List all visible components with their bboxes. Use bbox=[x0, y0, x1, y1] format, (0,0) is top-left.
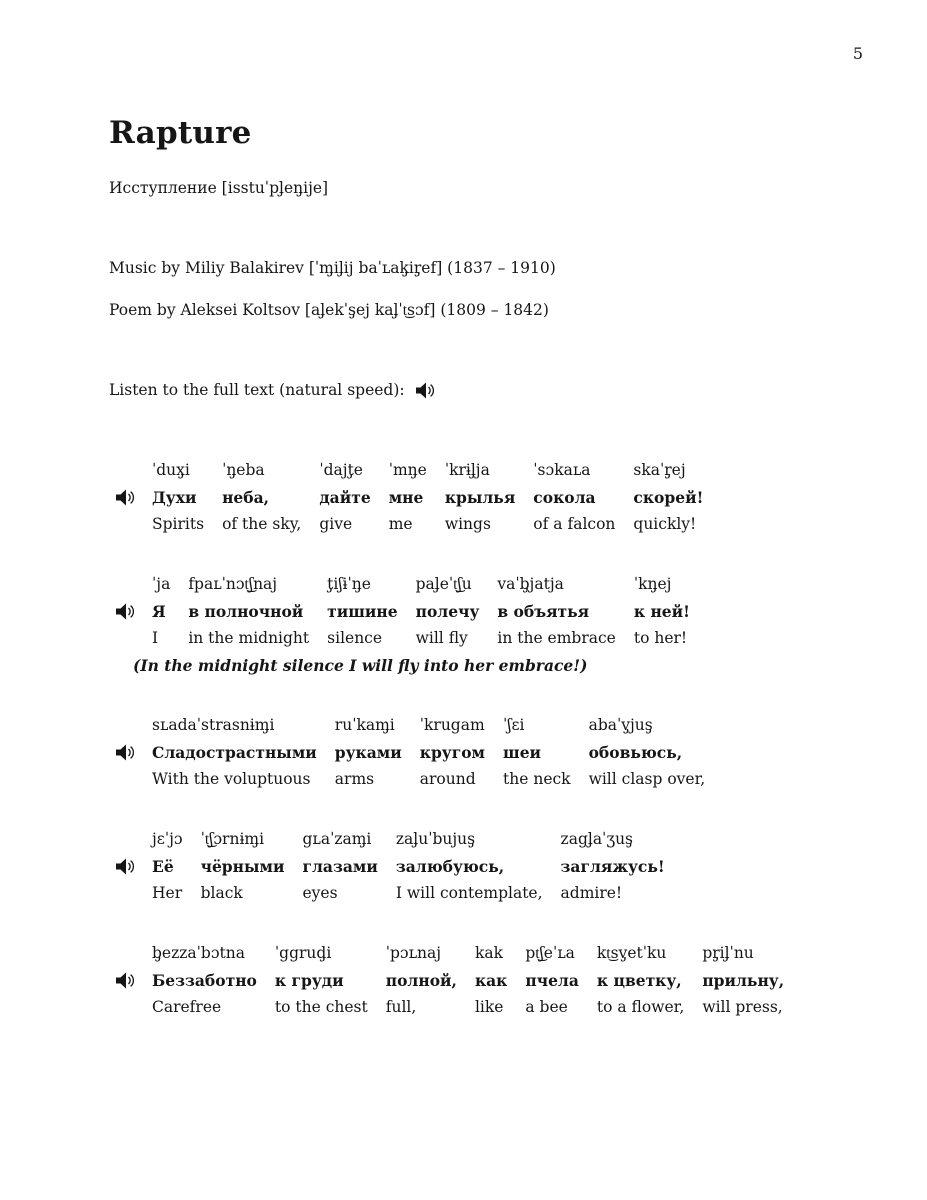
verse-3-en-row bbox=[152, 766, 723, 793]
verse-5-word-grid bbox=[152, 940, 802, 1021]
verse-2-word-grid bbox=[152, 571, 708, 652]
verse-3-word-1-ru: Сладострастными bbox=[152, 743, 317, 762]
verse-1-word-7-ru: скорей! bbox=[633, 488, 704, 507]
verse-block-5 bbox=[109, 940, 869, 1021]
verse-2-word-1-en: I bbox=[152, 629, 159, 647]
verse-1-word-6-ipa: ˈsɔkaʟa bbox=[533, 461, 591, 479]
verse-5-ru-row bbox=[152, 967, 802, 994]
verse-4-en-row bbox=[152, 880, 683, 907]
verse-block-1 bbox=[109, 457, 869, 538]
verse-1-word-7-en: quickly! bbox=[633, 515, 697, 533]
page-title: Rapture bbox=[109, 115, 252, 151]
page-number: 5 bbox=[852, 44, 863, 63]
verse-2-word-5-ipa: vaˈb̡jatja bbox=[497, 575, 564, 593]
verse-2-word-2-ru: в полночной bbox=[188, 602, 304, 621]
verse-3-ipa-row bbox=[152, 712, 723, 739]
verse-5-word-1-en: Carefree bbox=[152, 998, 222, 1016]
verse-2-word-4-ipa: pal̡eˈt͜ʃu bbox=[415, 575, 472, 593]
verse-5-word-2-ru: к груди bbox=[274, 971, 344, 990]
speaker-icon[interactable] bbox=[116, 603, 136, 620]
verse-5-word-1-ipa: b̡ezzaˈbɔtna bbox=[152, 944, 245, 962]
verse-1-word-grid bbox=[152, 457, 721, 538]
verse-4-word-3-ipa: gʟaˈzam̡i bbox=[302, 830, 372, 848]
verse-block-4 bbox=[109, 826, 869, 907]
verse-2-word-1-ru: Я bbox=[152, 602, 166, 621]
verse-1-word-3-en: give bbox=[319, 515, 353, 533]
verse-5-word-2-en: to the chest bbox=[274, 998, 368, 1016]
verse-3-word-3-en: around bbox=[419, 770, 476, 788]
verse-block-2 bbox=[109, 571, 869, 679]
verse-1-ru-row bbox=[152, 484, 721, 511]
verse-3-word-5-ipa: abaˈv̡jus̡ bbox=[588, 716, 653, 734]
verse-4-word-1-ru: Её bbox=[152, 857, 174, 876]
verse-4-word-3-ru: глазами bbox=[302, 857, 378, 876]
verse-4-word-4-ipa: zal̡uˈbujus̡ bbox=[395, 830, 476, 848]
verse-5-word-5-ru: пчела bbox=[525, 971, 579, 990]
verse-1-word-4-ipa: ˈmn̡e bbox=[388, 461, 427, 479]
verse-4-word-grid bbox=[152, 826, 683, 907]
verse-3-word-2-ipa: ruˈkam̡i bbox=[334, 716, 395, 734]
verse-1-word-5-ipa: ˈkrɨl̡ja bbox=[444, 461, 490, 479]
verse-4-word-1-en: Her bbox=[152, 884, 183, 902]
verse-3-word-3-ru: кругом bbox=[419, 743, 486, 762]
verse-5-word-7-ipa: pr̡il̡ˈnu bbox=[702, 944, 754, 962]
verse-4-ipa-row bbox=[152, 826, 683, 853]
verse-5-word-6-ru: к цветку, bbox=[596, 971, 682, 990]
verse-1-word-2-ru: неба, bbox=[222, 488, 270, 507]
verse-2-ru-row bbox=[152, 598, 708, 625]
verse-5-word-4-en: like bbox=[474, 998, 504, 1016]
verse-5-word-4-ru: как bbox=[474, 971, 508, 990]
verse-3-word-4-en: the neck bbox=[503, 770, 571, 788]
verse-1-word-2-ipa: ˈn̡eba bbox=[222, 461, 265, 479]
verse-2-word-6-ipa: ˈkn̡ej bbox=[633, 575, 672, 593]
page-content bbox=[109, 0, 869, 1054]
verse-3-word-5-en: will clasp over, bbox=[588, 770, 706, 788]
verse-5-word-5-en: a bee bbox=[525, 998, 568, 1016]
verse-1-en-row bbox=[152, 511, 721, 538]
verse-3-word-2-ru: руками bbox=[334, 743, 402, 762]
speaker-icon[interactable] bbox=[116, 744, 136, 761]
verse-4-word-2-en: black bbox=[200, 884, 243, 902]
verse-1-word-6-en: of a falcon bbox=[533, 515, 616, 533]
speaker-icon[interactable] bbox=[116, 858, 136, 875]
verse-1-word-5-ru: крылья bbox=[444, 488, 516, 507]
speaker-icon[interactable] bbox=[416, 382, 436, 399]
verse-1-word-1-en: Spirits bbox=[152, 515, 205, 533]
verse-1-word-1-ipa: ˈdux̡i bbox=[152, 461, 190, 479]
verse-5-word-1-ru: Беззаботно bbox=[152, 971, 257, 990]
verse-2-word-3-ipa: t̡iʃɨˈn̡e bbox=[327, 575, 371, 593]
verse-3-word-1-en: With the voluptuous bbox=[152, 770, 311, 788]
verse-1-word-6-ru: сокола bbox=[533, 488, 596, 507]
verse-4-word-2-ru: чёрными bbox=[200, 857, 285, 876]
composer-credit: Music by Miliy Balakirev [ˈm̡il̡ij baˈʟak̡ir̡ef] (1837 – 1910) bbox=[109, 259, 556, 277]
poet-credit: Poem by Aleksei Koltsov [al̡ekˈs̡ej kal̡ˈt͜sɔf] (1809 – 1842) bbox=[109, 301, 549, 319]
verse-3-word-4-ipa: ˈʃɛi bbox=[503, 716, 525, 734]
verse-2-word-6-ru: к ней! bbox=[633, 602, 690, 621]
verse-3-ru-row bbox=[152, 739, 723, 766]
verse-5-word-7-en: will press, bbox=[702, 998, 783, 1016]
verse-5-word-2-ipa: ˈggrud̡i bbox=[274, 944, 332, 962]
verse-4-word-3-en: eyes bbox=[302, 884, 338, 902]
verse-5-word-3-ipa: ˈpɔʟnaj bbox=[385, 944, 442, 962]
verse-5-word-7-ru: прильну, bbox=[702, 971, 785, 990]
verse-2-word-4-ru: полечу bbox=[415, 602, 480, 621]
verse-2-literal-translation-note: (In the midnight silence I will fly into her embrace!) bbox=[133, 656, 588, 675]
verse-4-word-4-en: I will contemplate, bbox=[395, 884, 543, 902]
verse-5-word-3-en: full, bbox=[385, 998, 417, 1016]
verse-2-word-3-ru: тишине bbox=[327, 602, 398, 621]
verse-block-3 bbox=[109, 712, 869, 793]
verse-5-word-3-ru: полной, bbox=[385, 971, 457, 990]
verse-1-word-1-ru: Духи bbox=[152, 488, 197, 507]
song-title-russian-ipa: Исступление [isstuˈpl̡en̡ije] bbox=[109, 179, 329, 197]
verse-5-word-4-ipa: kak bbox=[474, 944, 503, 962]
verse-1-word-4-ru: мне bbox=[388, 488, 424, 507]
verse-2-ipa-row bbox=[152, 571, 708, 598]
verse-5-en-row bbox=[152, 994, 802, 1021]
verse-5-word-5-ipa: pt͜ʃeˈʟa bbox=[525, 944, 575, 962]
verse-2-word-2-en: in the midnight bbox=[188, 629, 310, 647]
verse-2-word-3-en: silence bbox=[327, 629, 383, 647]
verses bbox=[109, 457, 869, 1021]
listen-full-text-line bbox=[109, 379, 869, 401]
verse-3-word-3-ipa: ˈkrugam bbox=[419, 716, 485, 734]
verse-4-word-1-ipa: jɛˈjɔ bbox=[152, 830, 183, 848]
verse-2-word-5-ru: в объятья bbox=[497, 602, 590, 621]
verse-3-word-grid bbox=[152, 712, 723, 793]
verse-3-word-1-ipa: sʟadaˈstrasnɨm̡i bbox=[152, 716, 275, 734]
verse-4-word-5-ru: загляжусь! bbox=[560, 857, 665, 876]
verse-2-word-4-en: will fly bbox=[415, 629, 468, 647]
verse-1-word-3-ru: дайте bbox=[319, 488, 371, 507]
speaker-icon[interactable] bbox=[116, 489, 136, 506]
verse-1-word-3-ipa: ˈdajt̡e bbox=[319, 461, 363, 479]
verse-2-en-row bbox=[152, 625, 708, 652]
verse-2-word-1-ipa: ˈja bbox=[152, 575, 171, 593]
verse-3-word-2-en: arms bbox=[334, 770, 375, 788]
verse-4-ru-row bbox=[152, 853, 683, 880]
verse-2-word-6-en: to her! bbox=[633, 629, 688, 647]
speaker-icon[interactable] bbox=[116, 972, 136, 989]
verse-1-word-5-en: wings bbox=[444, 515, 491, 533]
verse-3-word-4-ru: шеи bbox=[503, 743, 542, 762]
verse-5-word-6-en: to a flower, bbox=[596, 998, 685, 1016]
verse-4-word-5-ipa: zagl̡aˈʒus̡ bbox=[560, 830, 634, 848]
verse-2-word-2-ipa: fpaʟˈnɔt͜ʃnaj bbox=[188, 575, 278, 593]
verse-1-word-7-ipa: skaˈr̡ej bbox=[633, 461, 686, 479]
verse-2-word-5-en: in the embrace bbox=[497, 629, 616, 647]
verse-3-word-5-ru: обовьюсь, bbox=[588, 743, 683, 762]
verse-1-word-2-en: of the sky, bbox=[222, 515, 302, 533]
listen-label: Listen to the full text (natural speed): bbox=[109, 381, 405, 399]
verse-5-ipa-row bbox=[152, 940, 802, 967]
verse-4-word-5-en: admire! bbox=[560, 884, 623, 902]
verse-5-word-6-ipa: kt͜sv̡etˈku bbox=[596, 944, 667, 962]
verse-4-word-2-ipa: ˈt͜ʃɔrnɨm̡i bbox=[200, 830, 265, 848]
verse-1-ipa-row bbox=[152, 457, 721, 484]
verse-4-word-4-ru: залюбуюсь, bbox=[395, 857, 505, 876]
verse-1-word-4-en: me bbox=[388, 515, 413, 533]
